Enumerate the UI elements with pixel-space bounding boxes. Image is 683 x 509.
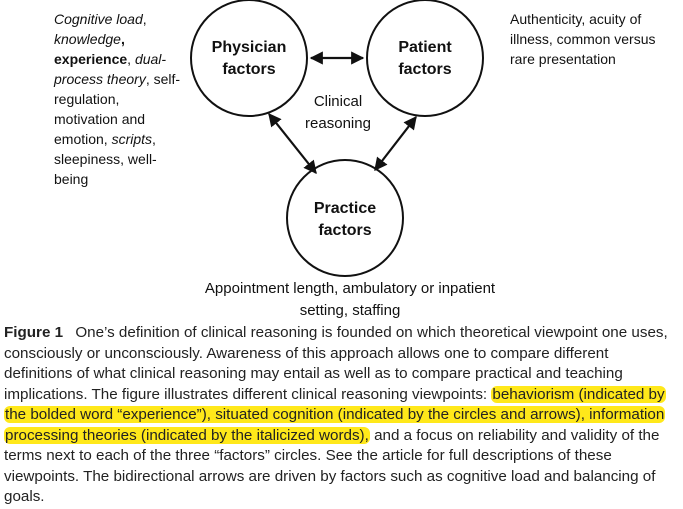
physician-factors-circle	[191, 0, 307, 116]
caption-text-end: and a focus on reliability and validity of the terms next to each of the three “factors” circles. See the article for full descriptions of these viewpoints. The bidirectional arrows are driven by factors such as cognitive load and balancing of goals.	[4, 426, 660, 505]
note-cognitive-load: Cognitive load	[54, 11, 143, 27]
figure-caption	[4, 323, 680, 508]
physician-factors-note	[54, 9, 184, 189]
caption-highlight: behaviorism (indicated by the bolded word “experience”), situated cognition (indicated by the circles and arrows), information processing theories (indicated by the italicized words),	[5, 385, 665, 444]
note-sep-2: ,	[120, 31, 125, 47]
note-dual-process: dual-process theory	[54, 51, 167, 87]
center-label-line1: Clinical	[313, 93, 363, 110]
note-self-regulation: , self-regulation, motivation and emotion,	[54, 71, 181, 147]
center-label-line2: reasoning	[305, 115, 371, 132]
note-experience: experience	[54, 51, 128, 67]
note-knowledge: knowledge	[54, 31, 121, 47]
physician-label-line2: factors	[222, 61, 276, 78]
note-sep-3: ,	[127, 51, 132, 67]
practice-label-line1: Practice	[313, 200, 377, 217]
note-sep-1: ,	[142, 11, 147, 27]
patient-factors-note: Authenticity, acuity of illness, common versus rare presentation	[510, 11, 656, 67]
patient-factors-circle	[367, 0, 483, 116]
caption-text-start: One’s definition of clinical reasoning is founded on which theoretical viewpoint one uses, consciously or unconsciously. Awareness of this approach allows one to compare different definitions of what clinical reasoning may entail as well as to compare practical and teaching implications. The figure illustrates different clinical reasoning viewpoints:	[4, 324, 668, 403]
note-sleepiness: , sleepiness, well-being	[54, 131, 157, 187]
patient-label-line1: Patient	[398, 39, 452, 56]
patient-label-line2: factors	[398, 61, 452, 78]
practice-factors-note: Appointment length, ambulatory or inpatient setting, staffing	[204, 280, 496, 319]
physician-label-line1: Physician	[211, 39, 287, 56]
figure-label: Figure 1	[4, 324, 64, 341]
practice-factors-circle	[287, 160, 403, 276]
practice-label-line2: factors	[318, 222, 372, 239]
patient-practice-arrow	[375, 117, 416, 170]
note-scripts: scripts	[111, 131, 153, 147]
